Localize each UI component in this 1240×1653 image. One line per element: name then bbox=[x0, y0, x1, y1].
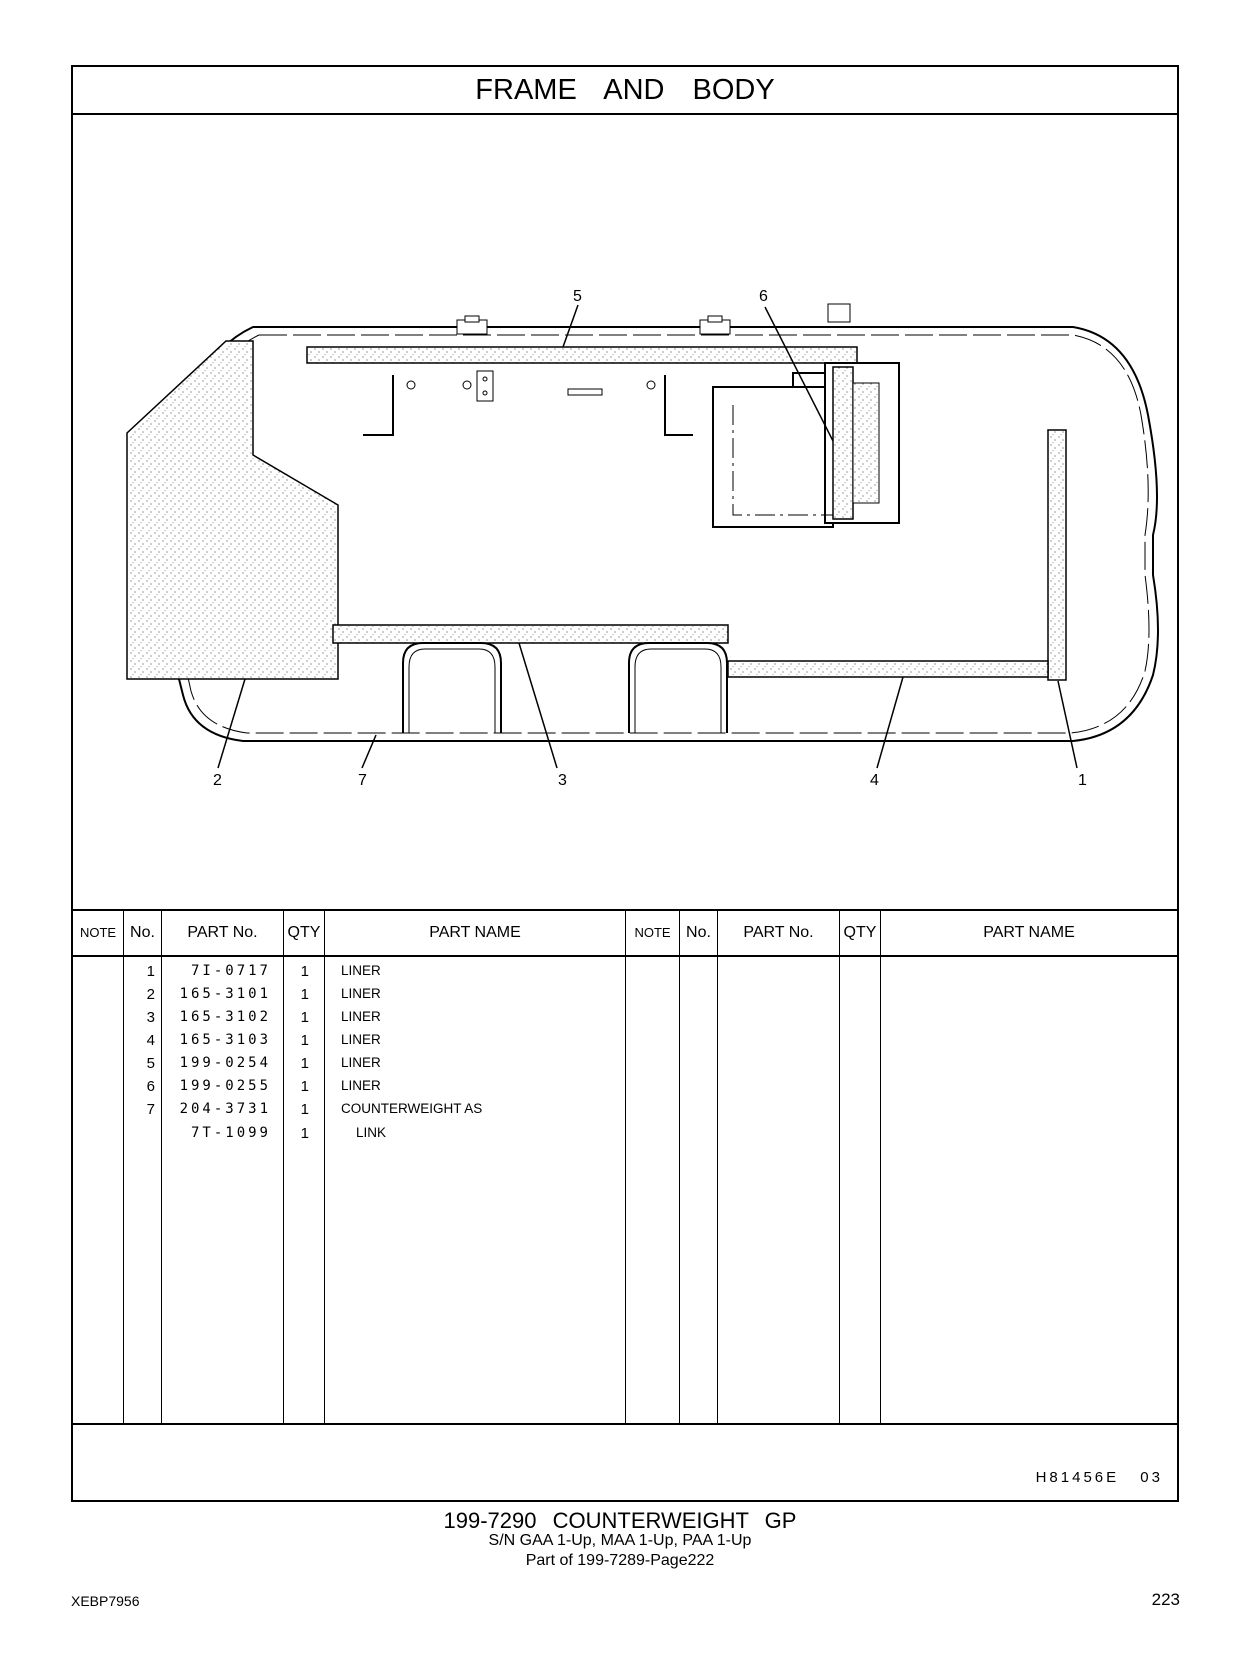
quantity: 1 bbox=[300, 1009, 309, 1026]
table-row bbox=[73, 1125, 1177, 1148]
quantity: 1 bbox=[300, 1032, 309, 1049]
liner-6 bbox=[833, 367, 853, 519]
liner-5 bbox=[307, 347, 857, 363]
liner-1 bbox=[1048, 430, 1066, 680]
quantity: 1 bbox=[300, 986, 309, 1003]
illustration-ref: H81456E 03 bbox=[1035, 1469, 1163, 1486]
quantity: 1 bbox=[300, 1101, 309, 1118]
group-caption: 199-7290 COUNTERWEIGHT GP bbox=[443, 1508, 797, 1533]
col-part-name: PART NAME bbox=[429, 924, 521, 941]
item-number: 2 bbox=[146, 986, 155, 1003]
part-name: LINER bbox=[341, 986, 381, 1001]
quantity: 1 bbox=[300, 963, 309, 980]
callout-2: 2 bbox=[213, 772, 222, 789]
col-part-no: PART No. bbox=[187, 924, 258, 941]
section-title: FRAME AND BODY bbox=[73, 67, 1177, 115]
item-number: 1 bbox=[146, 963, 155, 980]
parts-table-body bbox=[73, 957, 1177, 1423]
part-number: 199-0255 bbox=[179, 1078, 271, 1094]
col-part-no-2: PART No. bbox=[743, 924, 814, 941]
table-row bbox=[73, 1101, 1177, 1124]
part-number: 199-0254 bbox=[179, 1055, 271, 1071]
part-name: COUNTERWEIGHT AS bbox=[341, 1101, 483, 1116]
quantity: 1 bbox=[300, 1078, 309, 1095]
illustration-ref-band bbox=[73, 1423, 1177, 1502]
table-row bbox=[73, 963, 1177, 986]
table-row bbox=[73, 1032, 1177, 1055]
callout-7: 7 bbox=[358, 772, 367, 789]
col-qty-2: QTY bbox=[843, 924, 877, 941]
liner-4 bbox=[728, 661, 1048, 677]
callout-3: 3 bbox=[558, 772, 567, 789]
page-number: 223 bbox=[1151, 1590, 1180, 1609]
col-no-2: No. bbox=[686, 924, 711, 941]
part-name: LINER bbox=[341, 1055, 381, 1070]
quantity: 1 bbox=[300, 1125, 309, 1142]
liner-3 bbox=[333, 625, 728, 643]
callout-6: 6 bbox=[759, 288, 768, 305]
document-id: XEBP7956 bbox=[71, 1593, 140, 1609]
item-number: 5 bbox=[146, 1055, 155, 1072]
table-row bbox=[73, 1055, 1177, 1078]
serial-range: S/N GAA 1-Up, MAA 1-Up, PAA 1-Up bbox=[488, 1532, 752, 1549]
item-number: 4 bbox=[146, 1032, 155, 1049]
part-number: 7T-1099 bbox=[190, 1125, 271, 1141]
callout-1: 1 bbox=[1078, 772, 1087, 789]
callout-4: 4 bbox=[870, 772, 879, 789]
part-name: LINER bbox=[341, 1009, 381, 1024]
item-number: 6 bbox=[146, 1078, 155, 1095]
col-note-2: NOTE bbox=[634, 925, 671, 940]
parent-reference: Part of 199-7289-Page222 bbox=[525, 1552, 715, 1569]
item-number: 3 bbox=[146, 1009, 155, 1026]
part-name: LINER bbox=[341, 1032, 381, 1047]
part-name: LINER bbox=[341, 963, 381, 978]
part-number: 165-3103 bbox=[179, 1032, 271, 1048]
table-row bbox=[73, 986, 1177, 1009]
item-number: 7 bbox=[146, 1101, 155, 1118]
part-number: 165-3102 bbox=[179, 1009, 271, 1025]
part-name: LINER bbox=[341, 1078, 381, 1093]
table-row bbox=[73, 1078, 1177, 1101]
counterweight-drawing bbox=[73, 115, 1177, 909]
part-name: LINK bbox=[356, 1125, 387, 1140]
part-number: 204-3731 bbox=[179, 1101, 271, 1117]
table-row bbox=[73, 1009, 1177, 1032]
col-note: NOTE bbox=[79, 925, 117, 940]
part-number: 165-3101 bbox=[179, 986, 271, 1002]
col-qty: QTY bbox=[287, 924, 321, 941]
part-number: 7I-0717 bbox=[190, 963, 271, 979]
col-part-name-2: PART NAME bbox=[983, 924, 1075, 941]
callout-5: 5 bbox=[573, 288, 582, 305]
parts-page-frame bbox=[71, 65, 1179, 1502]
quantity: 1 bbox=[300, 1055, 309, 1072]
col-no: No. bbox=[130, 924, 155, 941]
liner-2 bbox=[127, 341, 338, 679]
